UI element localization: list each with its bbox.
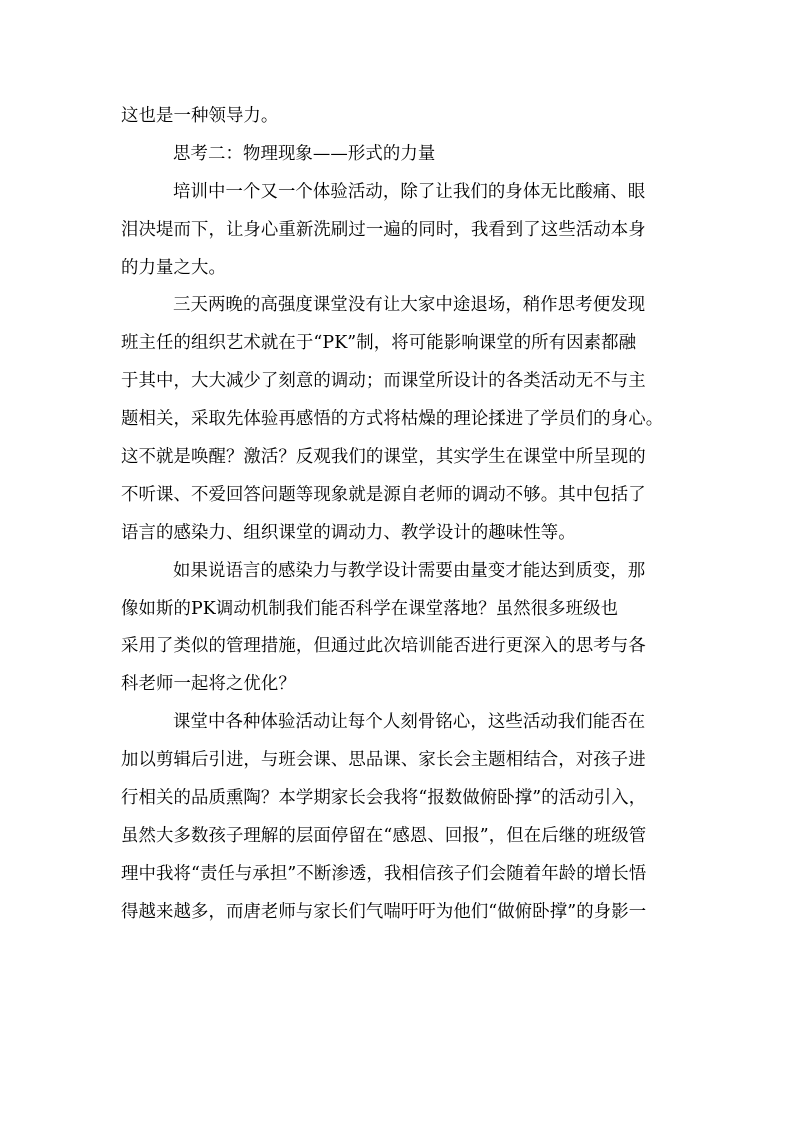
- text-line: 像如斯的PK调动机制我们能否科学在课堂落地？虽然很多班级也: [121, 598, 619, 619]
- text-line: 行相关的品质熏陶？本学期家长会我将“报数做俯卧撑”的活动引入，: [121, 788, 647, 809]
- text-line: 不听课、不爱回答问题等现象就是源自老师的调动不够。其中包括了: [121, 484, 646, 505]
- text-line: 课堂中各种体验活动让每个人刻骨铭心，这些活动我们能否在: [173, 712, 646, 733]
- text-line: 得越来越多，而唐老师与家长们气喘吁吁为他们“做俯卧撑”的身影一: [121, 901, 647, 922]
- document-body: [121, 98, 681, 932]
- section-heading: 思考二：物理现象——形式的力量: [173, 143, 436, 164]
- text-line: 三天两晚的高强度课堂没有让大家中途退场，稍作思考便发现: [173, 295, 646, 316]
- text-line: 采用了类似的管理措施，但通过此次培训能否进行更深入的思考与各: [121, 636, 646, 657]
- text-line: 的力量之大。: [121, 257, 226, 278]
- text-line: 加以剪辑后引进，与班会课、思品课、家长会主题相结合，对孩子进: [121, 750, 646, 771]
- text-line: 题相关，采取先体验再感悟的方式将枯燥的理论揉进了学员们的身心。: [121, 409, 664, 430]
- text-line: 泪决堤而下，让身心重新洗刷过一遍的同时，我看到了这些活动本身: [121, 219, 646, 240]
- text-line: 于其中，大大减少了刻意的调动；而课堂所设计的各类活动无不与主: [121, 371, 646, 392]
- text-line: 虽然大多数孩子理解的层面停留在“感恩、回报”，但在后继的班级管: [121, 825, 647, 846]
- text-line: 这也是一种领导力。: [121, 106, 279, 126]
- text-line: 这不就是唤醒？激活？反观我们的课堂，其实学生在课堂中所呈现的: [121, 447, 646, 468]
- text-line: 培训中一个又一个体验活动，除了让我们的身体无比酸痛、眼: [173, 181, 646, 202]
- text-line: 科老师一起将之优化？: [121, 674, 296, 695]
- text-line: 班主任的组织艺术就在于“PK”制，将可能影响课堂的所有因素都融: [121, 333, 637, 354]
- text-line: 如果说语言的感染力与教学设计需要由量变才能达到质变，那: [173, 560, 646, 581]
- text-line: 理中我将“责任与承担”不断渗透，我相信孩子们会随着年龄的增长悟: [121, 863, 647, 884]
- text-line: 语言的感染力、组织课堂的调动力、教学设计的趣味性等。: [121, 522, 576, 543]
